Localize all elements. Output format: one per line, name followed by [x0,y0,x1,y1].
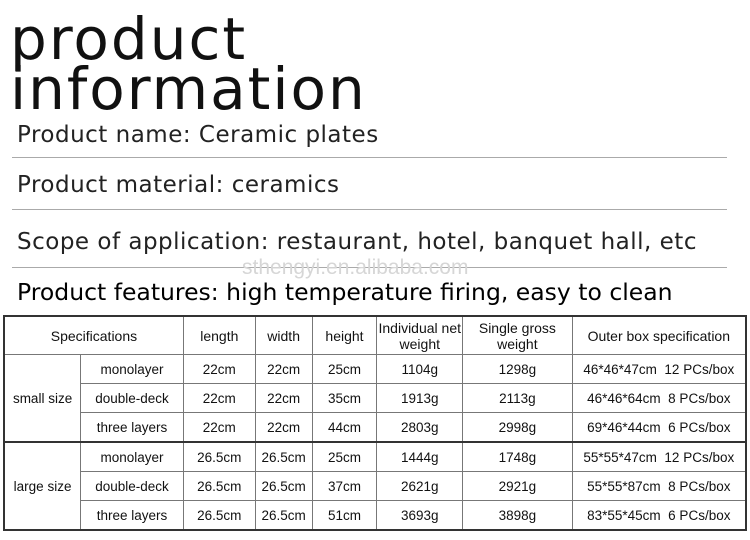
divider [12,157,727,158]
table-row [4,355,746,384]
specifications-table [3,315,747,531]
cell-net-weight: 1444g [377,442,463,472]
header-width: width [255,316,312,355]
cell-gross-weight: 2113g [463,384,572,413]
header-outer-box: Outer box specification [572,316,746,355]
cell-length: 22cm [183,413,255,443]
table-header [4,316,746,355]
cell-type: double-deck [81,472,184,501]
cell-type: three layers [81,413,184,443]
table-row [4,384,746,413]
header-specifications: Specifications [4,316,183,355]
scope-of-application: Scope of application: restaurant, hotel, banquet hall, etc [17,229,697,255]
size-group-label: large size [4,442,81,530]
header-length: length [183,316,255,355]
title-line-1: product [10,5,248,73]
cell-width: 22cm [255,355,312,384]
cell-width: 22cm [255,384,312,413]
cell-height: 44cm [312,413,377,443]
cell-width: 26.5cm [255,472,312,501]
cell-outer-box: 83*55*45cm 6 PCs/box [572,501,746,531]
cell-length: 22cm [183,355,255,384]
cell-type: three layers [81,501,184,531]
divider [12,209,727,210]
header-net-weight: Individual net weight [377,316,463,355]
cell-net-weight: 2621g [377,472,463,501]
cell-height: 35cm [312,384,377,413]
cell-type: monolayer [81,442,184,472]
cell-width: 26.5cm [255,501,312,531]
product-name: Product name: Ceramic plates [17,122,379,148]
cell-outer-box: 46*46*64cm 8 PCs/box [572,384,746,413]
cell-type: double-deck [81,384,184,413]
cell-length: 26.5cm [183,472,255,501]
cell-length: 26.5cm [183,442,255,472]
product-features: Product features: high temperature firing, easy to clean [17,278,673,306]
cell-length: 22cm [183,384,255,413]
cell-gross-weight: 1298g [463,355,572,384]
table-row [4,472,746,501]
cell-height: 25cm [312,355,377,384]
cell-net-weight: 2803g [377,413,463,443]
cell-width: 26.5cm [255,442,312,472]
cell-net-weight: 1104g [377,355,463,384]
cell-gross-weight: 2998g [463,413,572,443]
cell-outer-box: 69*46*44cm 6 PCs/box [572,413,746,443]
cell-width: 22cm [255,413,312,443]
cell-height: 51cm [312,501,377,531]
table-row [4,413,746,443]
header-height: height [312,316,377,355]
table-row [4,442,746,472]
table-row [4,501,746,531]
size-group-label: small size [4,355,81,443]
watermark: sthengyi.en.alibaba.com [242,256,469,279]
cell-outer-box: 46*46*47cm 12 PCs/box [572,355,746,384]
product-material: Product material: ceramics [17,172,340,198]
cell-length: 26.5cm [183,501,255,531]
cell-type: monolayer [81,355,184,384]
cell-gross-weight: 1748g [463,442,572,472]
cell-gross-weight: 2921g [463,472,572,501]
cell-net-weight: 1913g [377,384,463,413]
cell-height: 37cm [312,472,377,501]
cell-outer-box: 55*55*87cm 8 PCs/box [572,472,746,501]
title-line-2: information [10,55,367,123]
cell-outer-box: 55*55*47cm 12 PCs/box [572,442,746,472]
cell-net-weight: 3693g [377,501,463,531]
cell-height: 25cm [312,442,377,472]
cell-gross-weight: 3898g [463,501,572,531]
header-gross-weight: Single gross weight [463,316,572,355]
